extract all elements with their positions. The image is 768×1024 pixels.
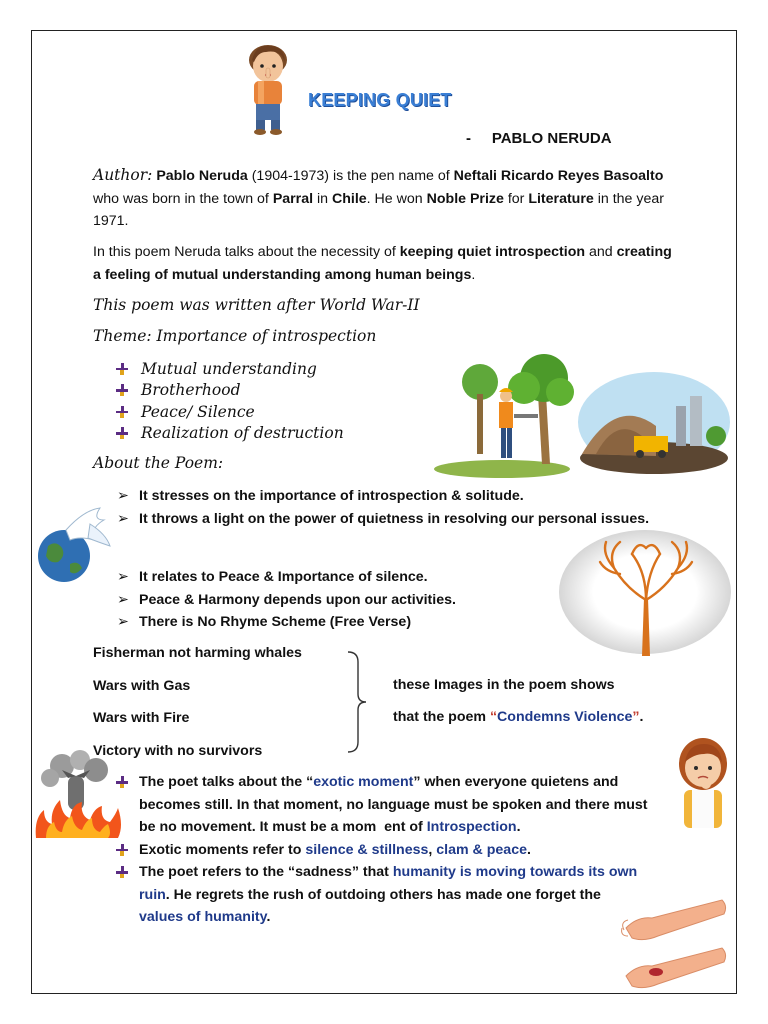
poem-points	[115, 771, 660, 929]
bullet-plus-icon	[115, 362, 129, 376]
author-text: who was born in the town of	[93, 190, 273, 207]
list-item	[117, 589, 537, 612]
arrow-bullet-icon: ➢	[117, 614, 129, 630]
point-segment: Exotic moments refer to	[139, 841, 306, 858]
author-label: Author:	[93, 166, 153, 184]
wounded-arms-icon	[618, 892, 730, 992]
point-text	[139, 839, 531, 862]
list-item	[115, 861, 660, 929]
list-item	[117, 611, 537, 634]
list-item	[117, 566, 537, 589]
about-point: It stresses on the importance of introspection & solitude.	[139, 488, 524, 504]
conclusion-quote: “	[489, 709, 498, 725]
condemns-violence: Condemns Violence	[497, 709, 633, 725]
author-paragraph	[93, 164, 673, 233]
peace-text: clam & peace	[436, 841, 527, 858]
author-prize: Noble Prize	[426, 190, 504, 207]
brace-icon	[344, 650, 370, 754]
conclusion-quote: ”	[632, 709, 640, 725]
intro-bold: keeping quiet introspection	[399, 244, 586, 260]
bullet-plus-icon	[115, 405, 129, 419]
list-item	[115, 358, 344, 380]
about-point: It relates to Peace & Importance of silence.	[139, 569, 428, 585]
about-point: There is No Rhyme Scheme (Free Verse)	[139, 614, 412, 630]
theme-text: Peace/ Silence	[141, 402, 255, 421]
intro-bold: creating a feeling of mutual understanding among human beings	[93, 244, 672, 283]
boy-hush-icon	[236, 38, 300, 136]
list-item	[115, 380, 344, 402]
earth-dove-icon	[30, 506, 114, 584]
author-text: . He won	[366, 190, 427, 207]
author-text: (1904-1973) is the pen name of	[247, 168, 454, 184]
theme-heading: Theme: Importance of introspection	[93, 327, 377, 345]
mining-landscape-icon	[576, 366, 732, 478]
list-item	[117, 508, 657, 531]
intro-paragraph	[93, 241, 673, 286]
exotic-moment-text: exotic moment	[313, 774, 414, 790]
about-point: Peace & Harmony depends upon our activities.	[139, 591, 456, 608]
point-segment: The poet refers to the “sadness” that	[139, 864, 393, 880]
author-real-name: Neftali Ricardo Reyes Basoalto	[453, 168, 664, 184]
thinking-girl-icon	[674, 734, 732, 834]
silence-text: silence & stillness	[305, 841, 429, 858]
written-after-heading: This poem was written after World War-II	[93, 296, 420, 314]
author-text: in the year 1971.	[93, 190, 664, 229]
point-segment: . He regrets the rush of outdoing others has made one forget the	[165, 886, 601, 903]
list-item	[115, 771, 660, 839]
poet-name: - PABLO NERUDA	[466, 130, 612, 147]
intro-text: In this poem Neruda talks about the necessity of	[93, 244, 400, 260]
arrow-bullet-icon: ➢	[117, 591, 129, 608]
bullet-plus-icon	[115, 426, 129, 440]
about-list-2	[117, 566, 537, 634]
theme-text: Brotherhood	[141, 381, 241, 400]
about-heading: About the Poem:	[93, 454, 224, 472]
conclusion-text: .	[639, 709, 644, 725]
page-title: KEEPING QUIET	[308, 90, 452, 110]
image-item: Wars with Gas	[93, 677, 191, 694]
theme-text: Realization of destruction	[141, 424, 344, 443]
list-item	[117, 485, 657, 508]
about-list-1	[117, 485, 657, 530]
author-town: Parral	[272, 190, 314, 207]
list-item	[115, 839, 660, 862]
intro-text: .	[471, 266, 476, 283]
bullet-plus-icon	[115, 775, 129, 789]
point-segment: .	[526, 841, 531, 858]
point-text	[139, 861, 649, 929]
about-point: It throws a light on the power of quietness in resolving our personal issues.	[139, 510, 650, 527]
author-country: Chile	[331, 190, 367, 207]
point-segment: The poet talks about the “	[139, 774, 314, 790]
images-conclusion-1: these Images in the poem shows	[393, 677, 615, 693]
author-text: for	[503, 190, 529, 207]
bullet-plus-icon	[115, 865, 129, 879]
bullet-plus-icon	[115, 843, 129, 857]
intro-text: and	[585, 244, 617, 260]
values-text: values of humanity	[139, 909, 267, 925]
image-item: Fisherman not harming whales	[93, 645, 302, 661]
bomb-fire-icon	[32, 748, 122, 840]
author-field: Literature	[528, 190, 594, 207]
arrow-bullet-icon: ➢	[117, 488, 129, 504]
author-name: Pablo Neruda	[156, 168, 248, 184]
point-segment: ,	[428, 841, 437, 858]
bullet-plus-icon	[115, 383, 129, 397]
humanity-ruin-text: humanity is moving towards its own ruin	[139, 864, 638, 903]
conclusion-text: that the poem	[393, 709, 490, 725]
gardener-tree-icon	[432, 354, 578, 480]
introspection-text: Introspection	[426, 819, 517, 835]
arrow-bullet-icon: ➢	[117, 510, 129, 527]
point-segment: ” when everyone quietens and becomes still. In that moment, no language must be spoken and there must be no movement. It must be a mom ent of	[139, 774, 652, 835]
image-item: Wars with Fire	[93, 710, 190, 726]
theme-list	[115, 358, 344, 444]
author-text: in	[313, 190, 332, 207]
point-segment: .	[516, 819, 521, 835]
image-item: Victory with no survivors	[93, 742, 263, 759]
heart-tree-icon	[556, 528, 734, 660]
list-item	[115, 401, 344, 423]
theme-text: Mutual understanding	[141, 359, 317, 378]
arrow-bullet-icon: ➢	[117, 569, 129, 585]
point-segment: .	[266, 909, 271, 925]
list-item	[115, 423, 344, 445]
image-items	[93, 645, 302, 775]
images-conclusion-2	[393, 709, 643, 725]
point-text	[139, 771, 660, 839]
